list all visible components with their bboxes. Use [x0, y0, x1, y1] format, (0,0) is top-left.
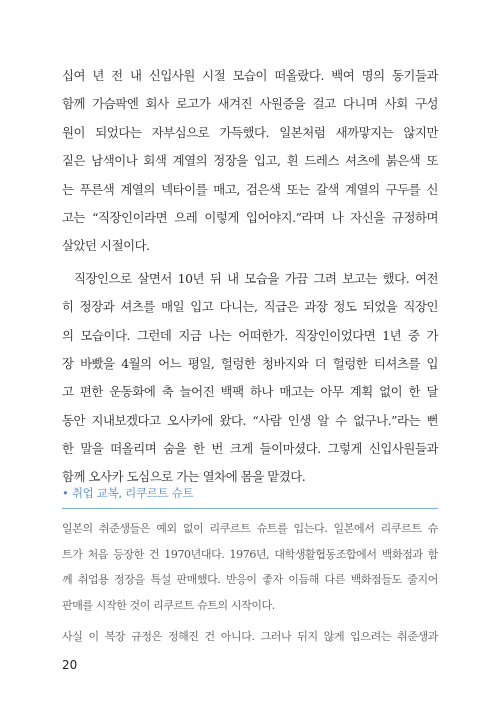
body-line: 의 모습이다. 그런데 지금 나는 어떠한가. 직장인이었다면 1년 중 가: [62, 327, 438, 343]
body-line: 한 말을 떠올리며 숨을 한 번 크게 들이마셨다. 그렇게 신입사원들과: [62, 441, 438, 457]
body-line: 살았던 시절이다.: [62, 238, 150, 254]
sidebar-text-block: [62, 516, 438, 650]
body-line: 함께 가슴팍엔 회사 로고가 새겨진 사원증을 걸고 다니며 사회 구성: [62, 96, 438, 112]
sidebar-line: 사실 이 복장 규정은 정해진 건 아니다. 그러나 뒤지 않게 입으려는 취준생과: [62, 630, 438, 643]
body-line: 히 정장과 셔츠를 매일 입고 다니는, 직급은 과장 정도 되었을 직장인: [62, 299, 438, 315]
sidebar-line: 트가 처음 등장한 건 1970년대다. 1976년, 대학생활협동조합에서 백화점과 함: [62, 547, 438, 561]
sidebar-line: 께 취업용 정장을 특설 판매했다. 반응이 좋자 이듬해 다른 백화점들도 줄지어: [62, 573, 438, 586]
sidebar-line: 판매를 시작한 것이 리쿠르트 슈트의 시작이다.: [62, 598, 275, 612]
body-line: 짙은 남색이나 회색 계열의 정장을 입고, 흰 드레스 셔츠에 붉은색 또: [62, 153, 438, 169]
sidebar-divider: [62, 508, 438, 509]
body-line: 직장인으로 살면서 10년 뒤 내 모습을 가끔 그려 보고는 했다. 여전: [74, 270, 438, 286]
body-line: 십여 년 전 내 신입사원 시절 모습이 떠올랐다. 백여 명의 동기들과: [62, 68, 438, 83]
page-number: 20: [62, 658, 78, 672]
body-line: 고는 “직장인이라면 으레 이렇게 입어야지.”라며 나 자신을 규정하며: [62, 209, 438, 225]
body-line: 장 바빴을 4월의 어느 평일, 헐렁한 청바지와 더 헐렁한 티셔츠를 입: [62, 355, 438, 371]
body-line: 원이 되었다는 자부심으로 가득했다. 일본처럼 새까맣지는 않지만: [62, 124, 438, 140]
body-line: 는 푸른색 계열의 넥타이를 매고, 검은색 또는 갈색 계열의 구두를 신: [62, 181, 438, 197]
body-line: 고 편한 운동화에 축 늘어진 백팩 하나 매고는 아무 계획 없이 한 달: [62, 384, 438, 400]
sidebar-line: 일본의 취준생들은 예외 없이 리쿠르트 슈트를 입는다. 일본에서 리쿠르트 슈: [62, 522, 438, 535]
sidebar-title: • 취업 교복, 리쿠르트 슈트: [62, 486, 194, 500]
body-line: 함께 오사카 도심으로 가는 열차에 몸을 맡겼다.: [62, 469, 306, 485]
body-line: 동안 지내보겠다고 오사카에 왔다. “사람 인생 알 수 없구나.”라는 뻔: [62, 412, 438, 428]
main-text-block: [62, 62, 438, 492]
